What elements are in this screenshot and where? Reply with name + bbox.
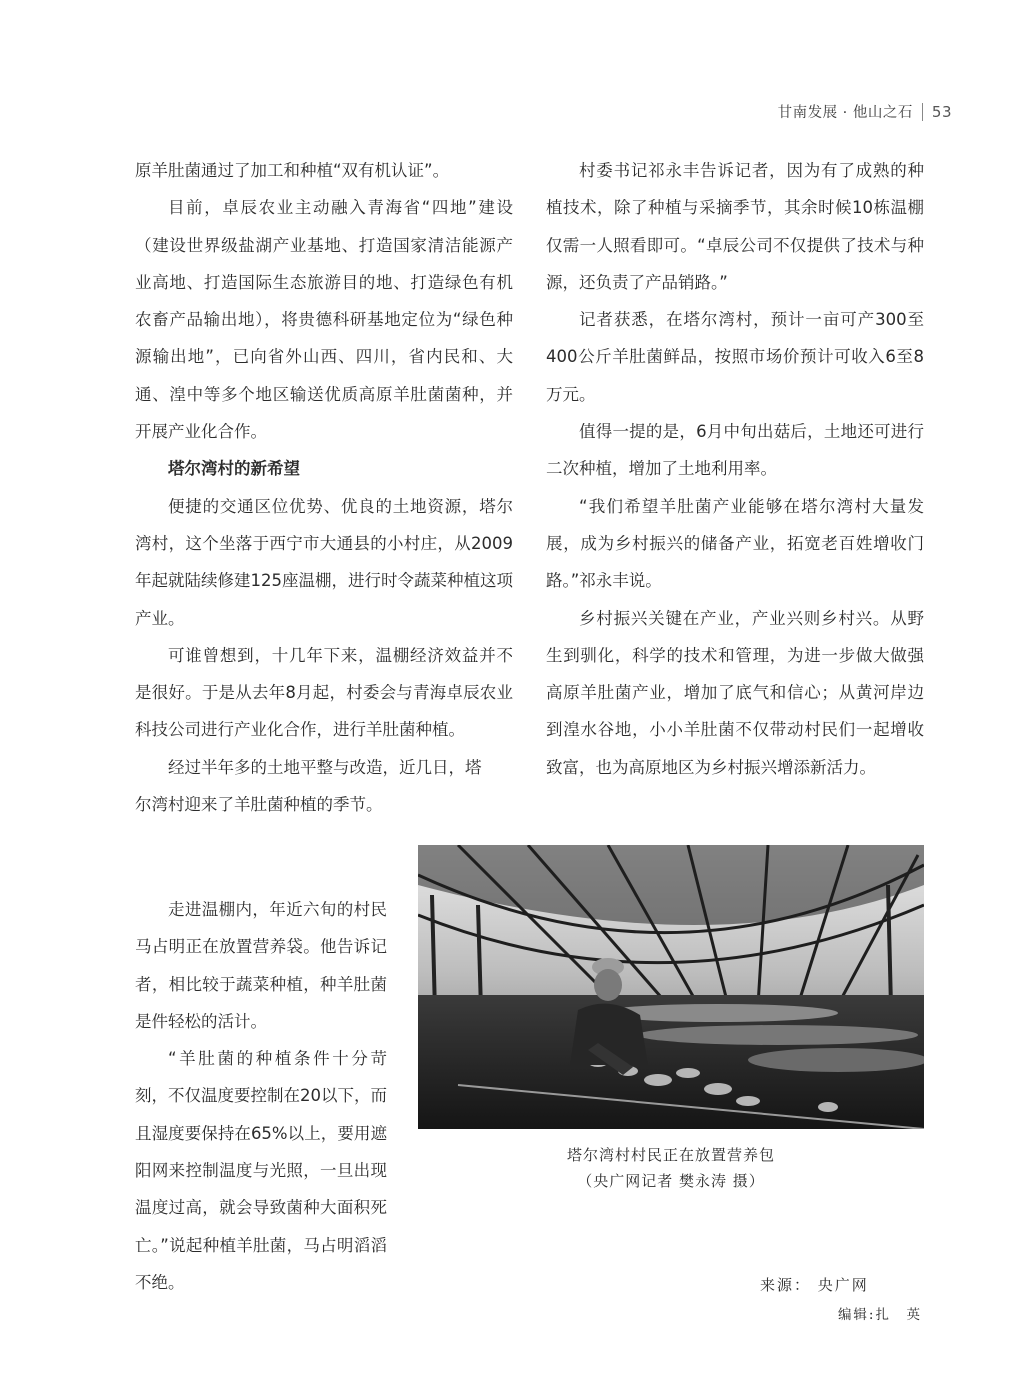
- caption-title: 塔尔湾村村民正在放置营养包: [566, 1146, 775, 1164]
- page-number: 53: [931, 102, 952, 121]
- left-column: [135, 152, 513, 823]
- paragraph: 记者获悉，在塔尔湾村，预计一亩可产300至400公斤羊肚菌鲜品，按照市场价预计可收入6至8万元。: [546, 310, 924, 404]
- right-column: [546, 152, 924, 786]
- paragraph: 可谁曾想到，十几年下来，温棚经济效益并不是很好。于是从去年8月起，村委会与青海卓辰农业科技公司进行产业化合作，进行羊肚菌种植。: [135, 645, 513, 740]
- caption-credit: （央广网记者 樊永涛 摄）: [577, 1172, 765, 1190]
- photo-caption: [418, 1142, 924, 1194]
- paragraph: 走进温棚内，年近六旬的村民马占明正在放置营养袋。他告诉记者，相比较于蔬菜种植，种羊肚菌是件轻松的活计。: [135, 900, 387, 1031]
- paragraph: 乡村振兴关键在产业，产业兴则乡村兴。从野生到驯化，科学的技术和管理，为进一步做大做强高原羊肚菌产业，增加了底气和信心；从黄河岸边到湟水谷地，小小羊肚菌不仅带动村民们一起增收致富，也为高原地区为乡村振兴增添新活力。: [546, 608, 924, 777]
- greenhouse-photo: [418, 845, 924, 1129]
- paragraph-continuation: 尔湾村迎来了羊肚菌种植的季节。: [135, 795, 383, 815]
- subheading: 塔尔湾村的新希望: [168, 459, 300, 479]
- paragraph: 村委书记祁永丰告诉记者，因为有了成熟的种植技术，除了种植与采摘季节，其余时候10栋温棚仅需一人照看即可。“卓辰公司不仅提供了技术与种源，还负责了产品销路。”: [546, 161, 924, 292]
- header-divider: [922, 103, 923, 121]
- paragraph: “羊肚菌的种植条件十分苛刻，不仅温度要控制在20以下，而且湿度要保持在65%以上，要用遮阳网来控制温度与光照，一旦出现温度过高，就会导致菌种大面积死亡。”说起种植羊肚菌，马占明滔滔不绝。: [135, 1049, 387, 1292]
- paragraph: 目前，卓辰农业主动融入青海省“四地”建设（建设世界级盐湖产业基地、打造国家清洁能源产业高地、打造国际生态旅游目的地、打造绿色有机农畜产品输出地），将贵德科研基地定位为“绿色种源输出地”，已向省外山西、四川，省内民和、大通、湟中等多个地区输送优质高原羊肚菌菌种，并开展产业化合作。: [135, 198, 513, 442]
- source-credit: 来源： 央广网: [760, 1276, 869, 1294]
- editor-credit: 编辑:扎 英: [837, 1307, 922, 1323]
- paragraph: 便捷的交通区位优势、优良的土地资源，塔尔湾村，这个坐落于西宁市大通县的小村庄，从2009年起就陆续修建125座温棚，进行时令蔬菜种植这项产业。: [135, 496, 513, 628]
- paragraph: 经过半年多的土地平整与改造，近几日，塔: [168, 757, 482, 777]
- paragraph: 原羊肚菌通过了加工和种植“双有机认证”。: [135, 161, 450, 180]
- paragraph: “我们希望羊肚菌产业能够在塔尔湾村大量发展，成为乡村振兴的储备产业，拓宽老百姓增收门路。”祁永丰说。: [546, 496, 924, 591]
- section-title: 甘南发展 · 他山之石: [777, 105, 913, 121]
- paragraph: 值得一提的是，6月中旬出菇后，土地还可进行二次种植，增加了土地利用率。: [546, 422, 924, 479]
- left-narrow-column: [135, 891, 387, 1301]
- running-header: [778, 101, 952, 122]
